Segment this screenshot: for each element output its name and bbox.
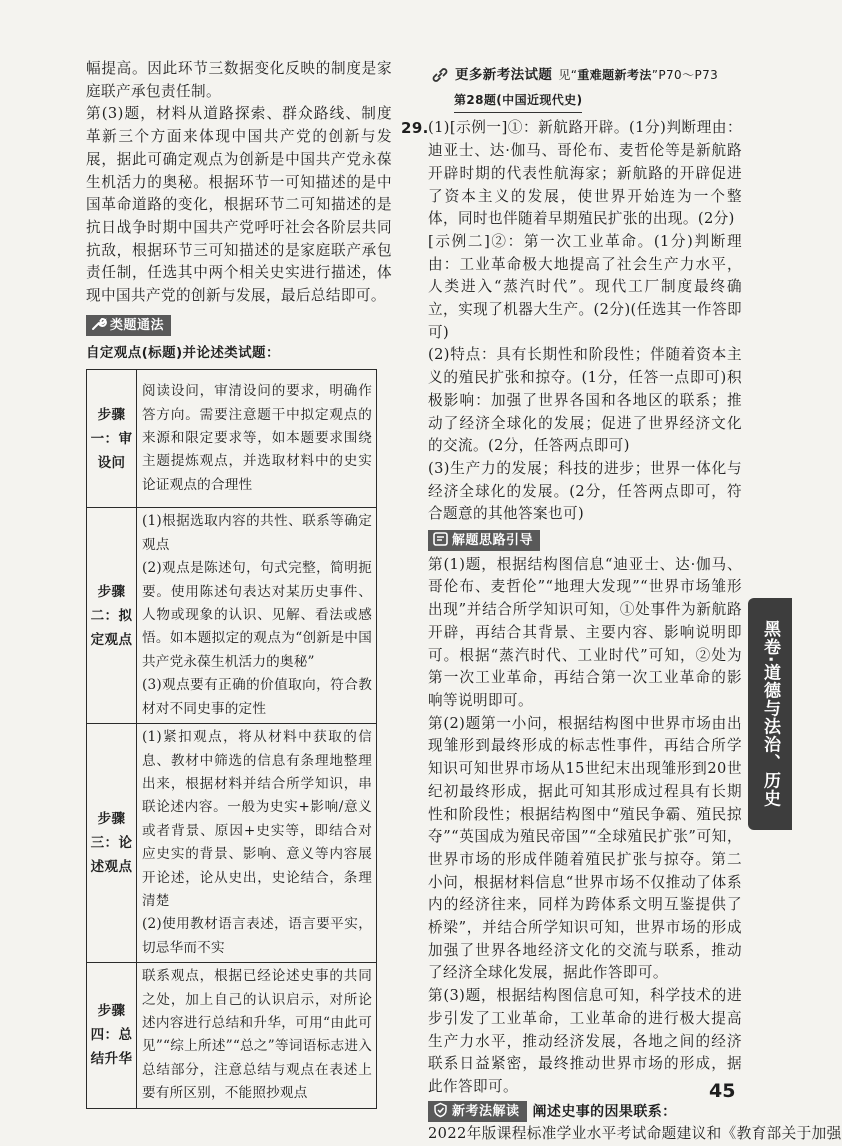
- answer-paragraph: [示例二]②：第一次工业革命。(1分)判断理由：工业革命极大地提高了社会生产力水平，人类进入“蒸汽时代”。现代工厂制度最终确立，实现了机器大生产。(2分)(任选其一作答即可): [428, 232, 742, 341]
- guide-tag: [428, 530, 540, 551]
- step-text: (1)根据选取内容的共性、联系等确定观点: [142, 513, 372, 553]
- answer-paragraph: (2)特点：具有长期性和阶段性；伴随着资本主义的殖民扩张和掠夺。(1分，任答一点即可)积极影响：加强了世界各国和各地区的联系；推动了经济全球化的发展；促进了世界经济文化的交流。(2分，任答两点即可): [428, 346, 742, 455]
- step-label: 步骤二：拟定观点: [87, 508, 137, 724]
- answer-paragraph: (3)生产力的发展；科技的进步；世界一体化与经济全球化的发展。(2分，任答两点即可，符合题意的其他答案也可): [428, 459, 742, 523]
- link-subtitle: 第28题(中国近现代史): [454, 89, 582, 114]
- question-number: 29.: [401, 119, 429, 138]
- table-row: [87, 508, 377, 724]
- guide-tag-label: 解题思路引导: [452, 533, 534, 549]
- new-method-row: [428, 1101, 742, 1124]
- method-tag: [86, 315, 171, 336]
- step-label: 步骤四：总结升华: [87, 963, 137, 1108]
- guide-paragraph: 第(3)题，根据结构图信息可知，科学技术的进步引发了工业革命，工业革命的进行极大提高生产力水平，推动经济发展，各地之间的经济联系日益紧密，最终推动世界市场的形成，据此作答即可。: [428, 987, 742, 1095]
- step-text: (3)观点要有正确的价值取向，符合教材对不同史事的定性: [142, 677, 372, 717]
- new-method-label: 阐述史事的因果联系：: [532, 1103, 677, 1120]
- table-row: [87, 724, 377, 963]
- step-text: 阅读设问，审清设问的要求，明确作答方向。需要注意题干中拟定观点的来源和限定要求等，如本题要求围绕主题提炼观点，并选取材料中的史实论证观点的合理性: [142, 383, 372, 493]
- answer-block: [401, 117, 742, 231]
- method-section: [86, 314, 392, 1109]
- guide-paragraph: 第(2)题第一小问，根据结构图中世界市场由出现雏形到最终形成的标志性事件，再结合所学知识可知世界市场从15世纪末出现雏形到20世纪初最终形成，据此可知其形成过程具有长期性和阶段性；根据结构图中“殖民争霸、殖民掠夺”“英国成为殖民帝国”“全球殖民扩张”可知，世界市场的形成伴随着殖民扩张与掠夺。第二小问，根据材料信息“世界市场不仅推动了体系内的经济往来，同样为跨体系文明互鉴提供了桥梁”，并结合所学知识可知，世界市场的形成加强了世界各地经济文化的交流与联系，推动了经济全球化发展，据此作答即可。: [428, 714, 742, 982]
- link-ref-bold: 重难题新考法: [577, 68, 652, 82]
- step-content: [137, 963, 377, 1108]
- step-text: 联系观点，根据已经论述史事的共同之处，加上自己的认识启示，对所论述内容进行总结和升华，可用“由此可见”“综上所述”“总之”等词语标志进入总结部分，注意总结与观点在表述上要有所区别，不能照抄观点: [142, 968, 372, 1102]
- step-content: [137, 370, 377, 508]
- step-content: [137, 508, 377, 724]
- table-row: [87, 963, 377, 1108]
- new-method-text: 2022年版课程标准学业水平考试命题建议和《教育部关于加强: [428, 1125, 842, 1143]
- more-questions-link[interactable]: [430, 64, 742, 87]
- side-tab: 黑卷·道德与法治、历史: [748, 598, 792, 830]
- paragraph: 幅提高。因此环节三数据变化反映的制度是家庭联产承包责任制。: [86, 60, 392, 100]
- step-label: 步骤三：论述观点: [87, 724, 137, 963]
- link-ref-suffix: ”P70～P73: [651, 68, 719, 82]
- method-tag-label: 类题通法: [110, 317, 165, 333]
- step-text: (2)使用教材语言表述，语言要平实，切忌华而不实: [142, 916, 372, 956]
- step-label: 步骤一：审设问: [87, 370, 137, 508]
- wrench-icon: [90, 316, 107, 332]
- new-method-tag-label: 新考法解读: [452, 1104, 520, 1120]
- new-method-tag: [428, 1101, 527, 1122]
- step-content: [137, 724, 377, 963]
- link-icon: [430, 66, 450, 84]
- link-ref-prefix: 见“: [558, 68, 578, 82]
- shield-icon: [432, 1102, 449, 1118]
- guide-section: [428, 529, 742, 552]
- steps-table: [86, 369, 377, 1109]
- guide-paragraph: 第(1)题，根据结构图信息“迪亚士、达·伽马、哥伦布、麦哲伦”“地理大发现”“世界市场雏形出现”并结合所学知识可知，①处事件为新航路开辟，再结合其背景、主要内容、影响说明即可。根据“蒸汽时代、工业时代”可知，②处为第一次工业革命，再结合第一次工业革命的影响等说明即可。: [428, 555, 742, 709]
- step-text: (2)观点是陈述句，句式完整，简明扼要。使用陈述句表达对某历史事件、人物或现象的认识、见解、看法或感悟。如本题拟定的观点为“创新是中国共产党永葆生机活力的奥秘”: [142, 560, 372, 670]
- table-row: [87, 370, 377, 508]
- method-subhead: 自定观点(标题)并论述类试题：: [86, 345, 280, 362]
- link-title: 更多新考法试题: [455, 67, 553, 83]
- left-column: [86, 58, 392, 1109]
- answer-paragraph: (1)[示例一]①：新航路开辟。(1分)判断理由：迪亚士、达·伽马、哥伦布、麦哲伦等是新航路开辟时期的代表性航海家；新航路的开辟促进了资本主义的发展，使世界开始连为一个整体，同时也伴随着早期殖民扩张的出现。(2分): [428, 119, 742, 228]
- paragraph: 第(3)题，材料从道路探索、群众路线、制度革新三个方面来体现中国共产党的创新与发展，据此可确定观点为创新是中国共产党永葆生机活力的奥秘。根据环节一可知描述的是中国革命道路的变化，根据环节二可知描述的是抗日战争时期中国共产党呼吁社会各阶层共同抗敌，根据环节三可知描述的是家庭联产承包责任制，任选其中两个相关史实进行描述，体现中国共产党的创新与发展，最后总结即可。: [86, 105, 392, 305]
- step-text: (1)紧扣观点，将从材料中获取的信息、教材中筛选的信息有条理地整理出来，根据材料并结合所学知识，串联论述内容。一般为史实+影响/意义或者背景、原因+史实等，即结合对应史实的背景、影响、意义等内容展开论述，论从史出，史论结合，条理清楚: [142, 729, 372, 909]
- link-ref: [558, 64, 718, 87]
- page-number: 45: [709, 1080, 736, 1102]
- lightbulb-icon: [432, 531, 449, 547]
